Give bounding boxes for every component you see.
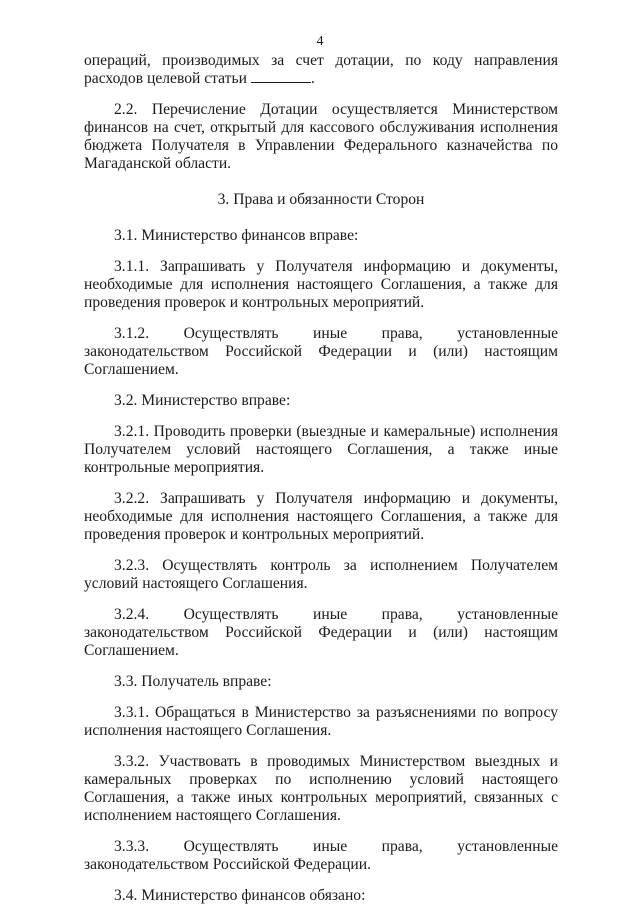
page-number: 4 <box>316 34 324 49</box>
section-heading: 3. Права и обязанности Сторон <box>217 191 425 208</box>
paragraph-3-2-3: 3.2.3. Осуществлять контроль за исполнением Получателем условий настоящего Соглашения. <box>84 557 558 592</box>
paragraph-3-4: 3.4. Министерство финансов обязано: <box>114 887 366 904</box>
paragraph-3-1: 3.1. Министерство финансов вправе: <box>114 227 359 244</box>
paragraph-3-2-1: 3.2.1. Проводить проверки (выездные и камеральные) исполнения Получателем условий настоящего Соглашения, а также иные контрольные мероприятия. <box>84 423 558 476</box>
paragraph-3-3-1: 3.3.1. Обращаться в Министерство за разъяснениями по вопросу исполнения настоящего Соглашения. <box>84 704 558 739</box>
paragraph-3-3-2: 3.3.2. Участвовать в проводимых Министерством выездных и камеральных проверках по исполнению условий настоящего Соглашения, а также иных контрольных мероприятий, связанных с исполнением настоящего Соглашения. <box>84 753 558 824</box>
blank-line <box>251 70 311 83</box>
paragraph-2-2: 2.2. Перечисление Дотации осуществляется Министерством финансов на счет, открытый для кассового обслуживания исполнения бюджета Получателя в Управлении Федерального казначейства по Магаданской области. <box>84 101 558 172</box>
paragraph-3-1-1: 3.1.1. Запрашивать у Получателя информацию и документы, необходимые для исполнения настоящего Соглашения, а также для проведения проверок и контрольных мероприятий. <box>84 258 558 311</box>
paragraph-3-2: 3.2. Министерство вправе: <box>114 392 291 409</box>
paragraph-3-2-4: 3.2.4. Осуществлять иные права, установленные законодательством Российской Федерации и (или) настоящим Соглашением. <box>84 606 558 659</box>
paragraph-3-3: 3.3. Получатель вправе: <box>114 673 272 690</box>
paragraph-continuation <box>84 52 558 88</box>
paragraph-3-2-2: 3.2.2. Запрашивать у Получателя информацию и документы, необходимые для исполнения настоящего Соглашения, а также для проведения проверок и контрольных мероприятий. <box>84 490 558 543</box>
paragraph-continuation-end: . <box>310 70 315 87</box>
paragraph-3-3-3: 3.3.3. Осуществлять иные права, установленные законодательством Российской Федерации. <box>84 838 558 873</box>
paragraph-3-1-2: 3.1.2. Осуществлять иные права, установленные законодательством Российской Федерации и (или) настоящим Соглашением. <box>84 325 558 378</box>
paragraph-continuation-text: операций, производимых за счет дотации, по коду направления расходов целевой статьи <box>84 52 558 87</box>
document-body <box>84 52 558 918</box>
